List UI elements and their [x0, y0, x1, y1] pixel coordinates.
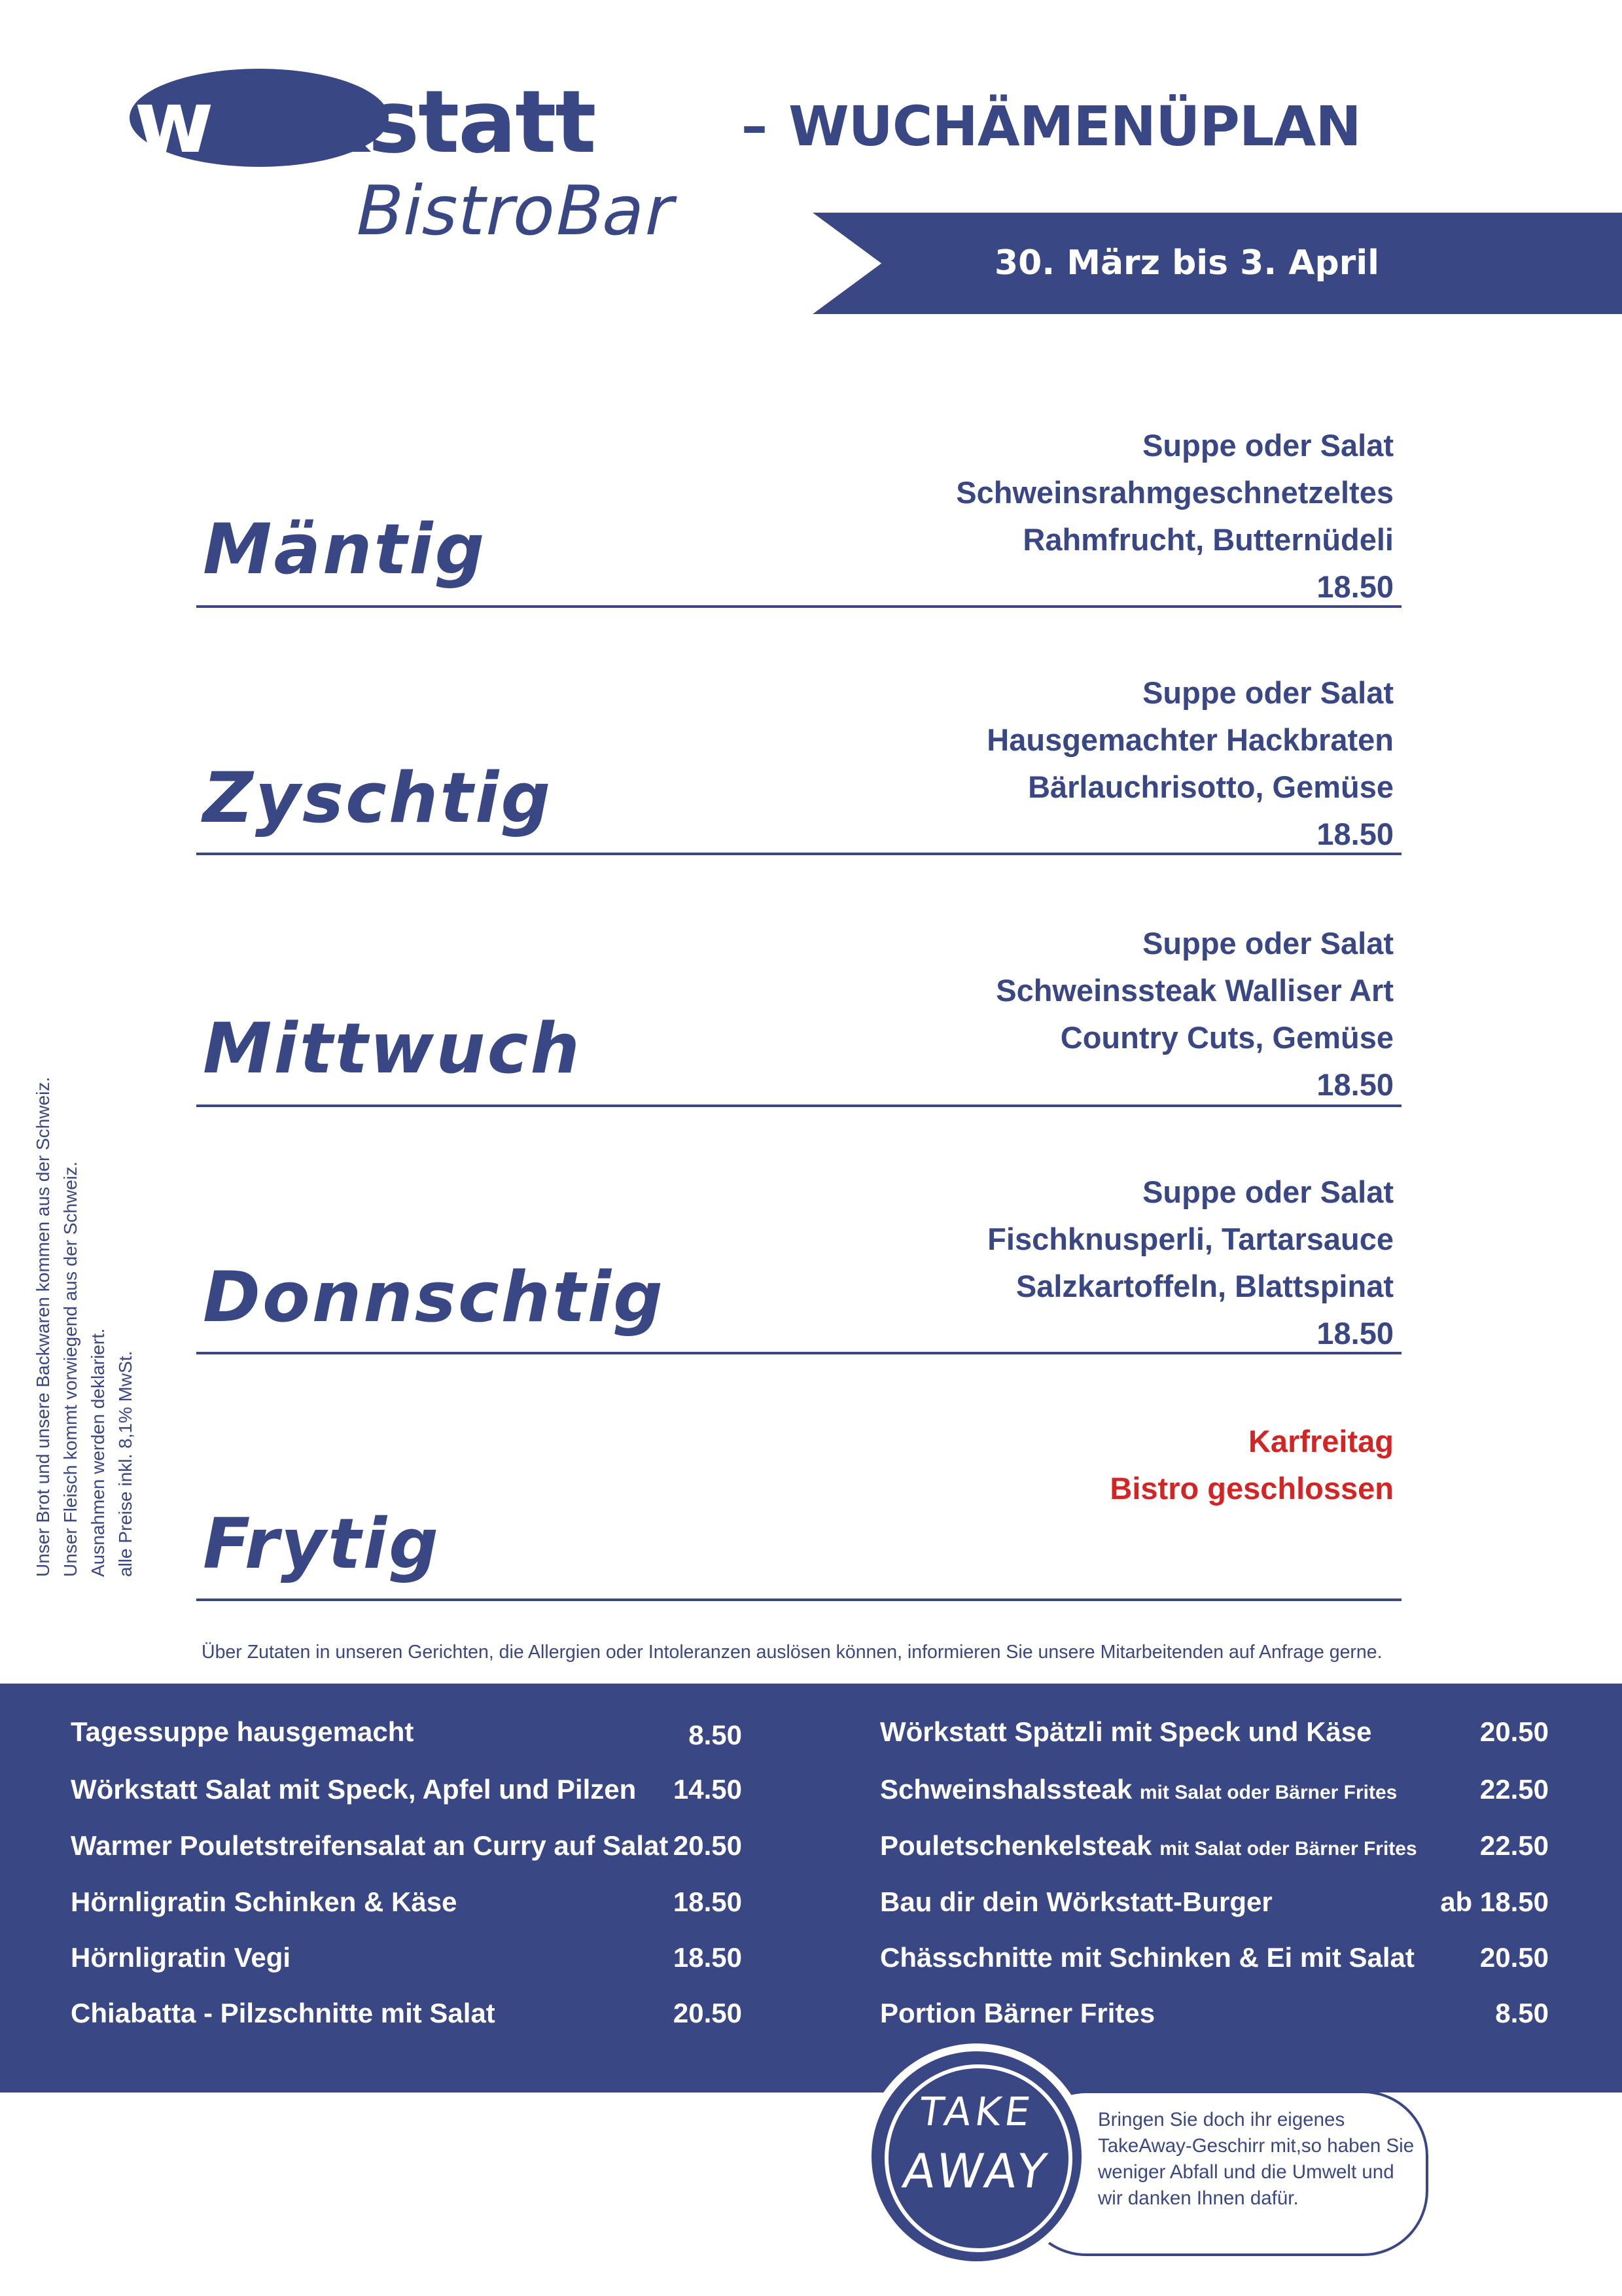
standard-item-name: Pouletschenkelsteak: [880, 1830, 1152, 1861]
standard-item-price: 8.50: [1495, 1998, 1549, 2028]
standard-item-name: Chiabatta - Pilzschnitte mit Salat: [71, 1998, 495, 2028]
menu-line: Hausgemachter Hackbraten: [987, 722, 1394, 757]
standard-item-name: Hörnligratin Schinken & Käse: [71, 1886, 457, 1917]
standard-item-name: Schweinshalssteak: [880, 1774, 1133, 1805]
menu-price: 18.50: [1316, 569, 1394, 604]
menu-price: 18.50: [1316, 817, 1394, 851]
day-name-thursday: Donnschtig: [203, 1257, 665, 1337]
day-name-wednesday: Mittwuch: [203, 1008, 582, 1089]
side-note: [29, 1053, 139, 1577]
standard-item-price: 14.50: [673, 1774, 742, 1805]
menu-line: Schweinssteak Walliser Art: [996, 973, 1394, 1008]
menu-line: Suppe oder Salat: [1142, 1174, 1394, 1209]
takeaway-word-away: AWAY: [899, 2144, 1054, 2199]
day-name-monday: Mäntig: [203, 509, 487, 590]
standard-item: [880, 1770, 1397, 1812]
standard-item-price: 8.50: [688, 1720, 742, 1750]
menu-line: Rahmfrucht, Butternüdeli: [1023, 522, 1394, 557]
standard-item-price: 18.50: [673, 1886, 742, 1917]
title-dash: –: [741, 96, 767, 156]
menu-line: Schweinsrahmgeschnetzeltes: [956, 475, 1394, 510]
date-range: 30. März bis 3. April: [995, 243, 1379, 283]
standard-item-name: Wörkstatt Spätzli mit Speck und Käse: [880, 1716, 1372, 1747]
day-name-tuesday: Zyschtig: [203, 758, 553, 838]
takeaway-text-line: weniger Abfall und die Umwelt und: [1098, 2161, 1394, 2183]
logo-w: w: [134, 72, 213, 173]
page-title: WUCHÄMENÜPLAN: [788, 94, 1361, 158]
standard-item: [880, 1826, 1417, 1869]
menu-price: 18.50: [1316, 1067, 1394, 1102]
menu-price: 18.50: [1316, 1316, 1394, 1351]
menu-line: Country Cuts, Gemüse: [1060, 1020, 1394, 1055]
menu-line: Bärlauchrisotto, Gemüse: [1028, 769, 1394, 804]
side-note-line: Ausnahmen werden deklariert.: [88, 1328, 108, 1577]
standard-item-name: Bau dir dein Wörkstatt-Burger: [880, 1886, 1273, 1917]
standard-item-name: Warmer Pouletstreifensalat an Curry auf Salat: [71, 1830, 669, 1861]
logo-subtitle: BistroBar: [348, 171, 684, 251]
takeaway-text: [1098, 2107, 1414, 2212]
side-note-line: alle Preise inkl. 8,1% MwSt.: [115, 1351, 135, 1577]
standard-item-price: 22.50: [1479, 1830, 1549, 1861]
standard-item-price: 20.50: [673, 1998, 742, 2028]
day-divider: [196, 1598, 1402, 1601]
standard-item-name: Chässchnitte mit Schinken & Ei mit Salat: [880, 1942, 1415, 1973]
day-name-friday: Frytig: [203, 1504, 441, 1584]
standard-item-price: ab 18.50: [1440, 1886, 1549, 1917]
side-note-line: Unser Fleisch kommt vorwiegend aus der Schweiz.: [60, 1161, 80, 1577]
standard-item-price: 20.50: [1479, 1716, 1549, 1747]
day-divider: [196, 1104, 1402, 1107]
day-menu-friday: [1110, 1418, 1394, 1512]
allergy-note: Über Zutaten in unseren Gerichten, die Allergien oder Intoleranzen auslösen können, informieren Sie unsere Mitarbeitenden auf Anfrage gerne.: [202, 1642, 1383, 1663]
takeaway-text-line: wir danken Ihnen dafür.: [1098, 2187, 1299, 2209]
standard-item-name: Hörnligratin Vegi: [71, 1942, 291, 1973]
day-divider: [196, 605, 1402, 608]
day-menu-wednesday: [996, 920, 1394, 1108]
menu-line: Suppe oder Salat: [1142, 428, 1394, 463]
standard-item-price: 20.50: [1479, 1942, 1549, 1973]
day-divider: [196, 1352, 1402, 1354]
day-divider: [196, 853, 1402, 855]
side-note-line: Unser Brot und unsere Backwaren kommen aus der Schweiz.: [33, 1076, 53, 1577]
standard-item-note: mit Salat oder Bärner Frites: [1139, 1782, 1398, 1803]
day-menu-monday: [956, 422, 1394, 610]
day-menu-thursday: [987, 1169, 1394, 1357]
standard-item-name: Wörkstatt Salat mit Speck, Apfel und Pilzen: [71, 1774, 637, 1805]
standard-item-note: mit Salat oder Bärner Frites: [1159, 1838, 1417, 1860]
logo-rest: örkstatt: [212, 72, 595, 173]
takeaway-text-line: TakeAway-Geschirr mit,so haben Sie: [1098, 2135, 1415, 2157]
standard-item-price: 20.50: [673, 1830, 742, 1861]
menu-line: Suppe oder Salat: [1142, 675, 1394, 710]
standard-item-name: Portion Bärner Frites: [880, 1998, 1155, 2028]
closed-reason: Karfreitag: [1248, 1424, 1394, 1458]
standard-item-price: 18.50: [673, 1942, 742, 1973]
takeaway-word-take: TAKE: [916, 2089, 1037, 2135]
logo-wordmark: [134, 73, 595, 171]
menu-line: Suppe oder Salat: [1142, 926, 1394, 961]
menu-line: Fischknusperli, Tartarsauce: [987, 1222, 1394, 1256]
standard-item-price: 22.50: [1479, 1774, 1549, 1805]
takeaway-text-line: Bringen Sie doch ihr eigenes: [1098, 2109, 1345, 2130]
standard-item-name: Tagessuppe hausgemacht: [71, 1716, 414, 1747]
day-menu-tuesday: [987, 669, 1394, 858]
closed-status: Bistro geschlossen: [1110, 1471, 1394, 1506]
menu-line: Salzkartoffeln, Blattspinat: [1015, 1269, 1394, 1303]
